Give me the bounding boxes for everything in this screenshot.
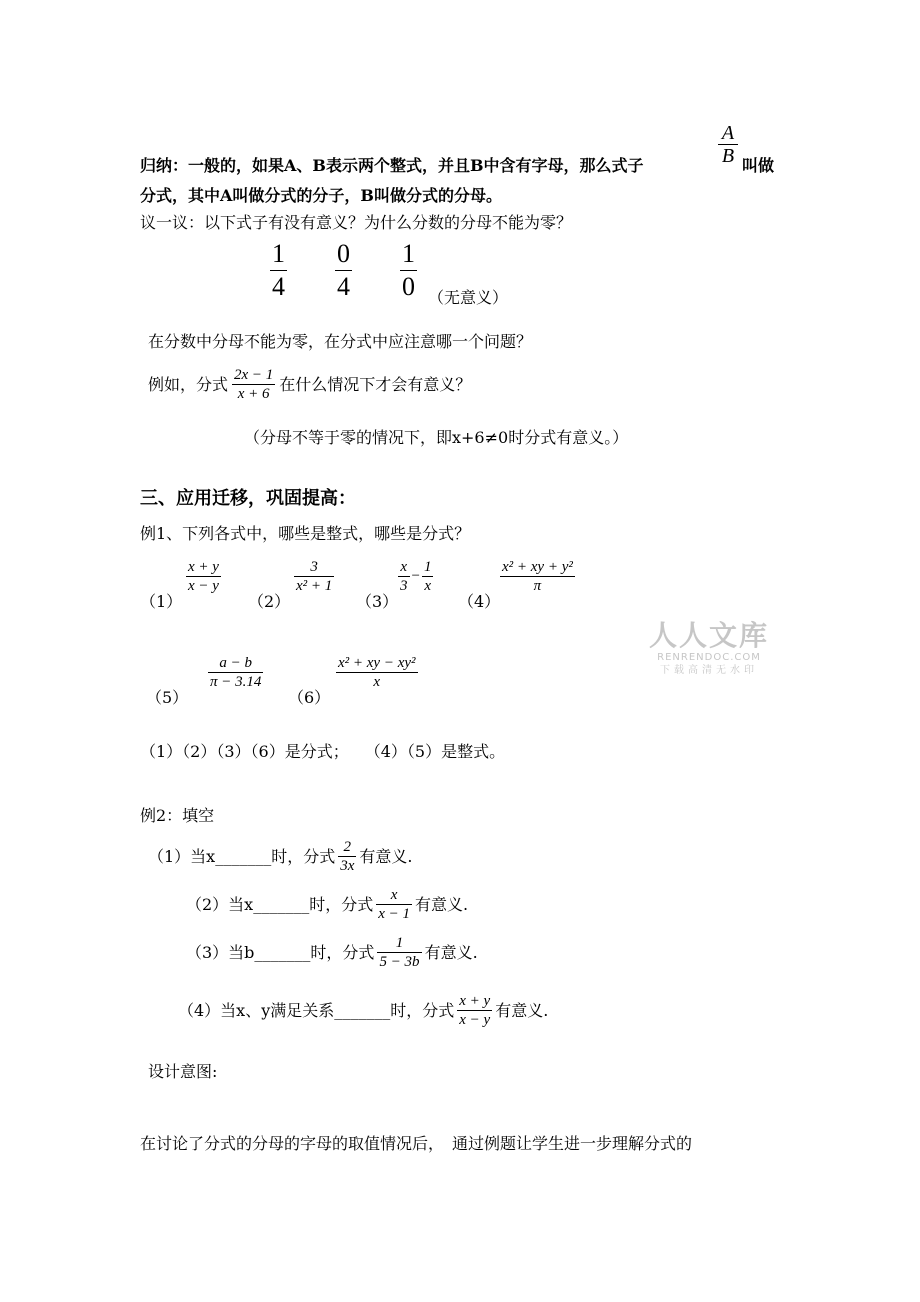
discuss-title: 议一议：以下式子有没有意义？为什么分数的分母不能为零？ — [140, 213, 573, 232]
expr-2: $\frac{3}{\text{x² + 1}}$ — [296, 559, 333, 594]
summary-line2: 分式，其中A叫做分式的分子，B叫做分式的分母。 — [140, 186, 502, 205]
expr-1: $\frac{x + y}{x - y}$ — [188, 559, 219, 594]
example-answer: （分母不等于零的情况下，即x+6≠0时分式有意义。） — [244, 428, 629, 447]
expr-label-6: （6） — [288, 688, 331, 707]
summary-frac-den: B — [721, 145, 735, 167]
example1-title: 例1、下列各式中，哪些是整式，哪些是分式？ — [140, 524, 471, 543]
expr-label-1: （1） — [140, 592, 183, 611]
expr-label-4: （4） — [458, 592, 501, 611]
fill-item-4: （4）当x、y满足关系_______时，分式 $\frac{x + y}{x - y}$ 有意义. — [178, 993, 549, 1028]
example-suffix: 在什么情况下才会有意义？ — [279, 374, 472, 394]
expr-3: $\frac{x}{3}$ − $\frac{1}{x}$ — [400, 559, 432, 594]
watermark — [646, 620, 772, 678]
fraction-0-4: $\frac{0}{4}$ — [337, 239, 350, 301]
example-fraction: $\frac{2x - 1}{x + 6}$ — [234, 367, 274, 402]
summary-frac-num: A — [721, 122, 735, 144]
example1-answer: （1）（2）（3）（6）是分式； （4）（5）是整式。 — [140, 742, 506, 761]
example-prefix: 例如，分式 — [148, 374, 229, 394]
fraction-1-0: $\frac{1}{0}$ — [402, 239, 415, 301]
section3-heading: 三、应用迁移，巩固提高： — [140, 488, 356, 509]
summary-line1: 归纳：一般的，如果A、B表示两个整式，并且B中含有字母，那么式子 — [140, 156, 644, 175]
example-line — [148, 366, 471, 403]
expr-4: $\frac{\text{x² + xy + y²}}{\pi}$ — [502, 559, 573, 594]
discuss-question: 在分数中分母不能为零，在分式中应注意哪一个问题？ — [148, 332, 533, 351]
no-meaning-note: （无意义） — [428, 288, 509, 307]
watermark-tag: 下载高清无水印 — [660, 665, 758, 676]
fill-item-1: （1）当x_______时，分式 $\frac{2}{3x}$ 有意义. — [148, 839, 413, 874]
expr-label-2: （2） — [248, 592, 291, 611]
fraction-1-4: $\frac{1}{4}$ — [272, 239, 285, 301]
design-intent-title: 设计意图: — [148, 1062, 218, 1081]
summary-fraction — [718, 122, 738, 167]
summary-line1-end: 叫做 — [742, 156, 775, 175]
watermark-url: RENRENDOC.COM — [657, 652, 761, 663]
expr-5: $\frac{a - b}{\pi - 3.14}$ — [210, 655, 262, 690]
expr-6: $\frac{\text{x² + xy − xy²}}{x}$ — [338, 655, 416, 690]
expr-label-5: （5） — [146, 688, 189, 707]
expr-label-3: （3） — [356, 592, 399, 611]
fill-item-3: （3）当b_______时，分式 $\frac{1}{5 - 3b}$ 有意义. — [186, 935, 478, 970]
watermark-logo: 人人文库 — [648, 619, 769, 652]
design-intent-text: 在讨论了分式的分母的字母的取值情况后， 通过例题让学生进一步理解分式的 — [140, 1134, 693, 1153]
fill-item-2: （2）当x_______时，分式 $\frac{x}{x - 1}$ 有意义. — [186, 887, 469, 922]
example2-title: 例2：填空 — [140, 806, 215, 825]
